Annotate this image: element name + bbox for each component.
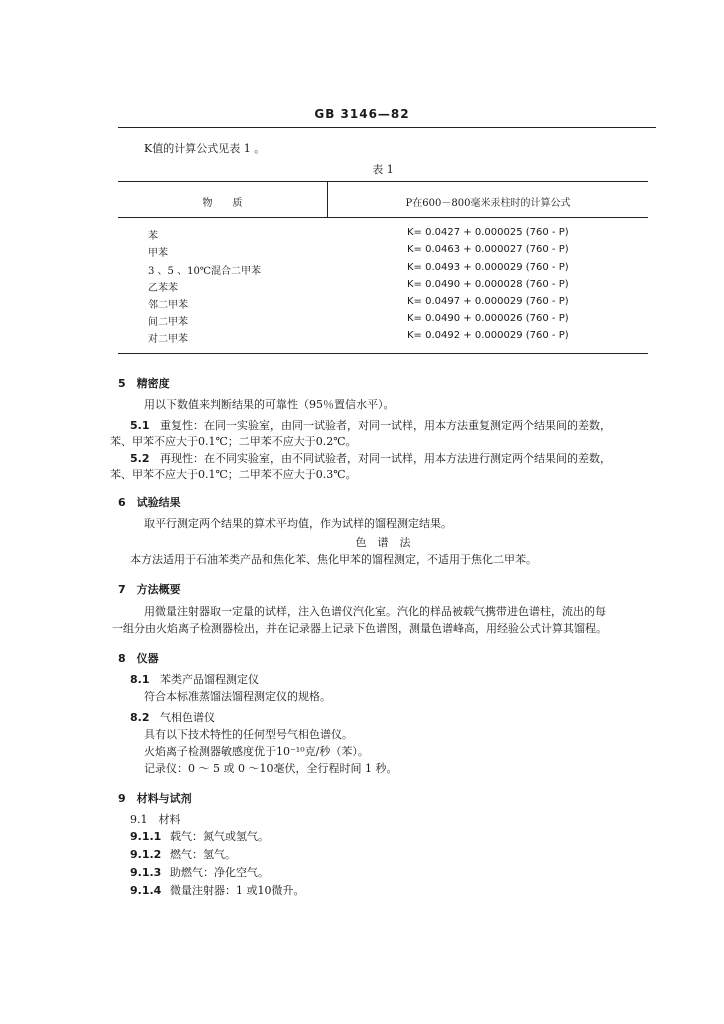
table-cell-formula: K= 0.0492 + 0.000029 (760 - P) — [407, 330, 569, 341]
list-item: 燃气：氢气。 — [170, 848, 236, 861]
section-title: 8 仪器 — [118, 652, 159, 665]
table-cell-formula: K= 0.0497 + 0.000029 (760 - P) — [407, 296, 569, 307]
table-cell-substance: 苯 — [148, 231, 158, 242]
section-title: 7 方法概要 — [118, 583, 181, 596]
section-title: 5 精密度 — [118, 377, 170, 390]
table-cell-substance: 甲苯 — [148, 248, 168, 259]
standard-number: GB 3146—82 — [314, 107, 410, 121]
clause-title: 气相色谱仪 — [160, 711, 215, 724]
clause-title: 苯类产品馏程测定仪 — [160, 673, 259, 686]
clause-number: 9.1.4 — [130, 884, 162, 897]
subsection-title: 色 谱 法 — [355, 536, 411, 549]
table-top-rule — [118, 181, 648, 182]
paragraph: 符合本标准蒸馏法馏程测定仪的规格。 — [144, 690, 331, 703]
paragraph: 记录仪：0 ～ 5 或 0 ～10毫伏，全行程时间 1 秒。 — [144, 762, 398, 775]
table-cell-substance: 3 、5 、10℃混合二甲苯 — [148, 266, 261, 277]
table-cell-substance: 邻二甲苯 — [148, 300, 188, 311]
intro-text: K值的计算公式见表 1 。 — [144, 142, 266, 155]
table-cell-formula: K= 0.0490 + 0.000026 (760 - P) — [407, 313, 569, 324]
clause-number: 5.2 — [130, 452, 150, 465]
clause-number: 9.1.2 — [130, 848, 162, 861]
list-item: 载气：氮气或氢气。 — [170, 830, 269, 843]
table-caption: 表 1 — [372, 163, 394, 176]
table-bottom-rule — [118, 353, 648, 354]
table-header-formula: P在600－800毫米汞柱时的计算公式 — [405, 198, 571, 209]
header-rule — [118, 127, 656, 128]
paragraph: 用微量注射器取一定量的试样，注入色谱仪汽化室。汽化的样品被载气携带进色谱柱，流出的每 — [144, 605, 606, 618]
table-cell-formula: K= 0.0493 + 0.000029 (760 - P) — [407, 262, 569, 273]
paragraph: 用以下数值来判断结果的可靠性（95％置信水平）。 — [144, 398, 395, 411]
table-cell-formula: K= 0.0463 + 0.000027 (760 - P) — [407, 244, 569, 255]
clause-number: 9.1.1 — [130, 830, 162, 843]
section-title: 6 试验结果 — [118, 496, 181, 509]
table-cell-substance: 乙苯苯 — [148, 283, 178, 294]
table-cell-substance: 间二甲苯 — [148, 317, 188, 328]
clause-number: 8.2 — [130, 711, 150, 724]
list-item: 助燃气：净化空气。 — [170, 866, 269, 879]
list-item: 微量注射器：1 或10微升。 — [170, 884, 305, 897]
paragraph: 重复性：在同一实验室，由同一试验者，对同一试样，用本方法重复测定两个结果间的差数， — [160, 419, 611, 432]
paragraph: 本方法适用于石油苯类产品和焦化苯、焦化甲苯的馏程测定，不适用于焦化二甲苯。 — [130, 553, 537, 566]
table-header-substance: 物 质 — [202, 198, 243, 209]
clause-number: 8.1 — [130, 673, 150, 686]
clause-number: 5.1 — [130, 419, 150, 432]
table-cell-formula: K= 0.0427 + 0.000025 (760 - P) — [407, 227, 569, 238]
paragraph: 具有以下技术特性的任何型号气相色谱仪。 — [144, 728, 353, 741]
table-cell-formula: K= 0.0490 + 0.000028 (760 - P) — [407, 279, 569, 290]
paragraph: 取平行测定两个结果的算术平均值，作为试样的馏程测定结果。 — [144, 517, 452, 530]
clause-title: 9.1 材料 — [130, 813, 181, 826]
paragraph: 苯、甲苯不应大于0.1℃；二甲苯不应大于0.3℃。 — [110, 468, 357, 481]
table-header-rule — [118, 217, 648, 218]
table-cell-substance: 对二甲苯 — [148, 334, 188, 345]
clause-number: 9.1.3 — [130, 866, 162, 879]
paragraph: 一组分由火焰离子检测器检出，并在记录器上记录下色谱图，测量色谱峰高，用经验公式计算其馏程。 — [112, 622, 607, 635]
section-title: 9 材料与试剂 — [118, 792, 192, 805]
paragraph: 火焰离子检测器敏感度优于10⁻¹⁰克/秒（苯）。 — [144, 745, 369, 758]
paragraph: 再现性：在不同实验室，由不同试验者，对同一试样，用本方法进行测定两个结果间的差数， — [160, 452, 611, 465]
paragraph: 苯、甲苯不应大于0.1℃；二甲苯不应大于0.2℃。 — [110, 435, 357, 448]
